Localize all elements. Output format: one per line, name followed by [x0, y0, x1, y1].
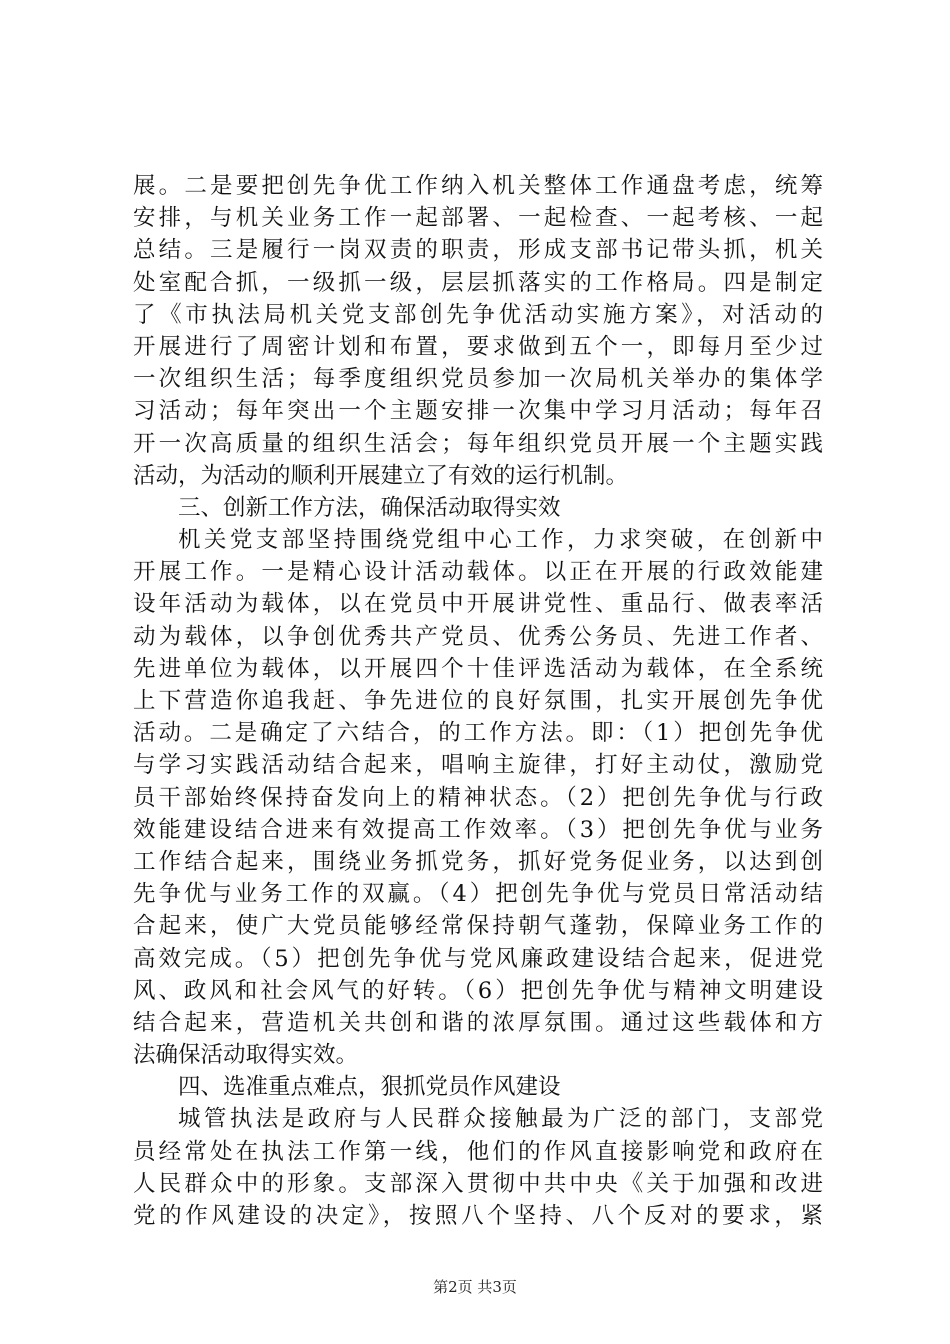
text-line: 党的作风建设的决定》，按照八个坚持、八个反对的要求，紧	[133, 1203, 823, 1229]
text-line: 机关党支部坚持围绕党组中心工作，力求突破，在创新中	[178, 527, 823, 554]
text-line: 员干部始终保持奋发向上的精神状态。（2）把创先争优与行政	[133, 784, 823, 811]
text-line: 了《市执法局机关党支部创先争优活动实施方案》，对活动的	[133, 301, 823, 328]
text-line: 开一次高质量的组织生活会；每年组织党员开展一个主题实践	[133, 430, 823, 457]
text-line: 城管执法是政府与人民群众接触最为广泛的部门，支部党	[178, 1106, 823, 1133]
text-line: 人民群众中的形象。支部深入贯彻中共中央《关于加强和改进	[133, 1170, 823, 1197]
text-line: 总结。三是履行一岗双责的职责，形成支部书记带头抓，机关	[133, 237, 823, 264]
text-line: 展。二是要把创先争优工作纳入机关整体工作通盘考虑，统筹	[133, 173, 823, 199]
text-line: 先争优与业务工作的双赢。（4）把创先争优与党员日常活动结	[133, 881, 823, 908]
text-line: 效能建设结合进来有效提高工作效率。（3）把创先争优与业务	[133, 816, 823, 843]
section-heading: 三、创新工作方法，确保活动取得实效	[178, 494, 561, 521]
text-line: 先进单位为载体，以开展四个十佳评选活动为载体，在全系统	[133, 655, 823, 682]
text-line: 动为载体，以争创优秀共产党员、优秀公务员、先进工作者、	[133, 623, 823, 650]
text-line: 工作结合起来，围绕业务抓党务，抓好党务促业务，以达到创	[133, 848, 823, 875]
text-line: 习活动；每年突出一个主题安排一次集中学习月活动；每年召	[133, 398, 823, 425]
text-line: 开展进行了周密计划和布置，要求做到五个一，即每月至少过	[133, 333, 823, 360]
text-line: 员经常处在执法工作第一线，他们的作风直接影响党和政府在	[133, 1138, 823, 1165]
text-line: 与学习实践活动结合起来，唱响主旋律，打好主动仗，激励党	[133, 752, 823, 779]
text-line: 活动，为活动的顺利开展建立了有效的运行机制。	[133, 462, 629, 489]
text-line: 一次组织生活；每季度组织党员参加一次局机关举办的集体学	[133, 366, 823, 393]
text-line: 安排，与机关业务工作一起部署、一起检查、一起考核、一起	[133, 205, 823, 232]
text-line: 开展工作。一是精心设计活动载体。以正在开展的行政效能建	[133, 559, 823, 586]
text-line: 设年活动为载体，以在党员中开展讲党性、重品行、做表率活	[133, 591, 823, 618]
text-line: 风、政风和社会风气的好转。（6）把创先争优与精神文明建设	[133, 977, 823, 1004]
section-heading: 四、选准重点难点，狠抓党员作风建设	[178, 1074, 561, 1101]
text-line: 合起来，使广大党员能够经常保持朝气蓬勃，保障业务工作的	[133, 913, 823, 940]
text-line: 法确保活动取得实效。	[133, 1042, 359, 1069]
page-footer	[0, 1277, 950, 1297]
text-line: 活动。二是确定了六结合，的工作方法。即：（1）把创先争优	[133, 720, 823, 747]
text-line: 处室配合抓，一级抓一级，层层抓落实的工作格局。四是制定	[133, 269, 823, 296]
text-line: 上下营造你追我赶、争先进位的良好氛围，扎实开展创先争优	[133, 688, 823, 714]
page-number-label: 第2页 共3页	[433, 1278, 517, 1296]
text-line: 结合起来，营造机关共创和谐的浓厚氛围。通过这些载体和方	[133, 1009, 823, 1036]
text-line: 高效完成。（5）把创先争优与党风廉政建设结合起来，促进党	[133, 945, 823, 972]
document-body	[133, 170, 823, 1232]
